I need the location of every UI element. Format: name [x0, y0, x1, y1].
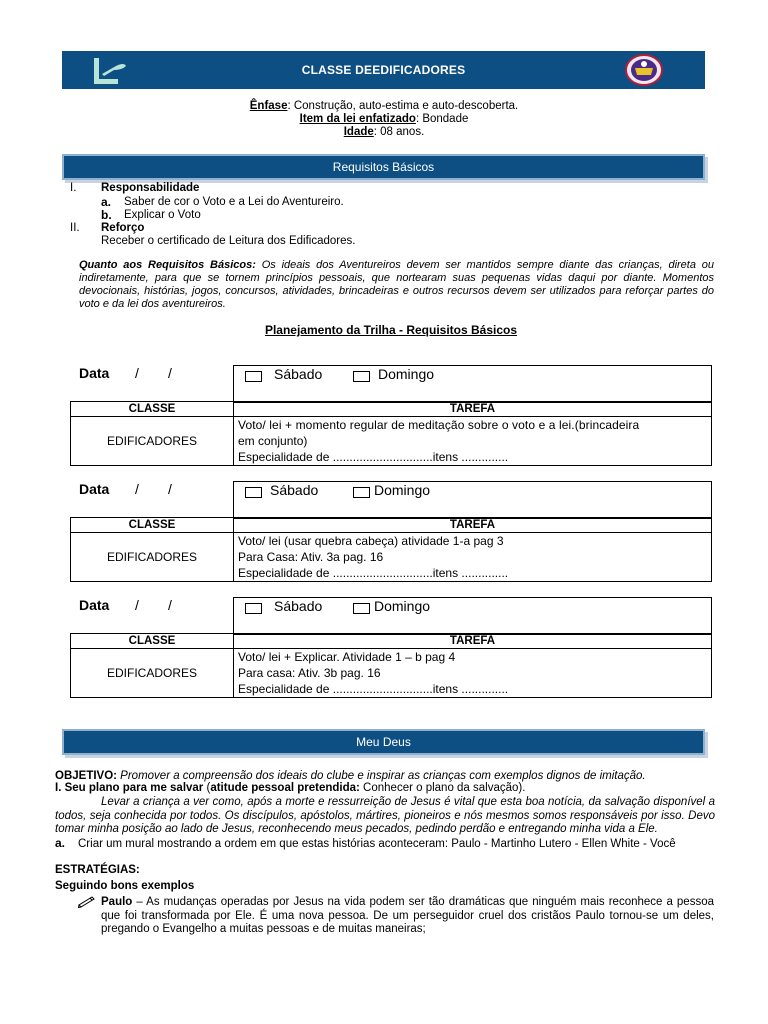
task-line: Voto/ lei + Explicar. Atividade 1 – b pag 4	[238, 650, 456, 664]
tarefa-cell	[234, 533, 712, 582]
section-bar-requisitos	[62, 154, 705, 180]
mural-text: Criar um mural mostrando a ordem em que estas histórias aconteceram: Paulo - Martinho Lutero - Ellen White - Você	[78, 838, 676, 850]
date-slash: /	[135, 481, 139, 497]
sabado-checkbox[interactable]	[245, 603, 262, 614]
domingo-label: Domingo	[374, 598, 431, 614]
item-title: Responsabilidade	[101, 182, 200, 194]
sub-label: a.	[101, 195, 112, 209]
domingo-checkbox[interactable]	[353, 603, 370, 614]
paulo-text: – As mudanças operadas por Jesus na vida podem ser tão dramáticas que ninguém mais reconhece a pessoa que foi transformada por Ele. É uma nova pessoa. De um perseguidor cruel dos cristãos Paulo tornou-se um deles, pregando o Evangelho a muitas pessoas e de muitas maneiras;	[101, 896, 714, 935]
adventurer-emblem-icon	[624, 53, 664, 87]
enfase-line	[0, 100, 768, 112]
idade-value: : 08 anos.	[373, 126, 425, 138]
task-line: Especialidade de ..............................itens ..............	[238, 566, 509, 580]
plano-line	[55, 782, 715, 796]
section-title: Meu Deus	[356, 735, 411, 749]
data-label: Data	[79, 365, 110, 381]
item-text: Receber o certificado de Leitura dos Edificadores.	[101, 235, 356, 247]
task-line: Para Casa: Ativ. 3a pag. 16	[238, 550, 384, 564]
sabado-label: Sábado	[274, 598, 323, 614]
day-box	[233, 481, 712, 519]
classe-cell: EDIFICADORES	[71, 649, 234, 698]
plano-attitude-label: atitude pessoal pretendida:	[210, 782, 360, 794]
col-header-classe: CLASSE	[71, 518, 234, 533]
item-title: Reforço	[101, 222, 145, 234]
data-label: Data	[79, 481, 110, 497]
sabado-label: Sábado	[274, 366, 323, 382]
sub-label: b.	[101, 208, 112, 222]
plano-rest: Conhecer o plano da salvação).	[359, 782, 526, 794]
domingo-checkbox[interactable]	[353, 487, 370, 498]
idade-line	[0, 126, 768, 138]
classe-cell: EDIFICADORES	[71, 417, 234, 466]
domingo-checkbox[interactable]	[353, 371, 370, 382]
seguindo-heading: Seguindo bons exemplos	[55, 880, 195, 892]
date-slash: /	[168, 597, 172, 613]
plano-paren: (	[203, 782, 211, 794]
classe-cell: EDIFICADORES	[71, 533, 234, 582]
data-label: Data	[79, 597, 110, 613]
task-line: Voto/ lei (usar quebra cabeça) atividade 1-a pag 3	[238, 534, 504, 548]
tarefa-cell	[234, 417, 712, 466]
sabado-label: Sábado	[270, 482, 319, 498]
sabado-checkbox[interactable]	[245, 371, 262, 382]
planejamento-title: Planejamento da Trilha - Requisitos Básicos	[264, 323, 518, 337]
col-header-tarefa: TAREFA	[234, 634, 712, 649]
domingo-label: Domingo	[374, 482, 431, 498]
task-line: em conjunto)	[238, 434, 308, 448]
quanto-label: Quanto aos Requisitos Básicos:	[79, 259, 256, 271]
section-bar-meu-deus	[62, 729, 705, 755]
day-box	[233, 365, 712, 403]
day-box	[233, 597, 712, 635]
header-bar	[62, 51, 705, 89]
enfase-label: Ênfase	[249, 100, 288, 112]
sabado-checkbox[interactable]	[245, 487, 262, 498]
section-title: Requisitos Básicos	[332, 160, 435, 174]
objetivo-text: Promover a compreensão dos ideais do clube e inspirar as crianças com exemplos dignos de imitação.	[116, 770, 646, 782]
planejamento-title-wrap	[0, 323, 768, 337]
sub-label: a.	[55, 836, 66, 850]
plano-paragraph: Levar a criança a ver como, após a morte e ressurreição de Jesus é vital que esta boa notícia, da salvação disponível a todos, seja conhecida por todos. Os discípulos, apóstolos, mártires, pioneiros e nós mesmos somos responsáveis por isso. Devo tomar minha posição ao lado de Jesus, reconhecendo meus pecados, pedindo perdão e entregando minha vida a Ele.	[55, 796, 715, 835]
date-slash: /	[135, 597, 139, 613]
page-title: CLASSE DEEDIFICADORES	[301, 63, 466, 77]
item-label: Item da lei enfatizado	[299, 113, 416, 125]
sub-text: Saber de cor o Voto e a Lei do Aventureiro.	[124, 196, 344, 208]
col-header-classe: CLASSE	[71, 402, 234, 417]
task-line: Especialidade de ..............................itens ..............	[238, 682, 509, 696]
col-header-tarefa: TAREFA	[234, 402, 712, 417]
plano-label: I. Seu plano para me salvar	[55, 782, 204, 794]
item-line	[0, 113, 768, 125]
estrategias-heading: ESTRATÉGIAS:	[55, 864, 140, 876]
task-table	[70, 517, 712, 582]
col-header-classe: CLASSE	[71, 634, 234, 649]
domingo-label: Domingo	[378, 366, 435, 382]
paulo-paragraph	[101, 896, 714, 937]
date-slash: /	[135, 365, 139, 381]
date-slash: /	[168, 481, 172, 497]
item-number: II.	[70, 222, 80, 234]
col-header-tarefa: TAREFA	[234, 518, 712, 533]
paulo-label: Paulo	[101, 896, 133, 908]
objetivo-label: OBJETIVO:	[55, 770, 117, 782]
quanto-text: Os ideais dos Aventureiros devem ser mantidos sempre diante das crianças, direta ou indiretamente, para que se tornem princípios pessoais, que nortearam suas pequenas vidas daqui por diante. Momentos devocionais, histórias, jogos, concursos, atividades, brincadeiras e outros recursos devem ser utilizados para reforçar partes do voto e da lei dos aventureiros.	[79, 259, 714, 310]
tarefa-cell	[234, 649, 712, 698]
task-table	[70, 633, 712, 698]
enfase-value: : Construção, auto-estima e auto-descoberta.	[287, 100, 519, 112]
date-slash: /	[168, 365, 172, 381]
task-line: Especialidade de ..............................itens ..............	[238, 450, 509, 464]
task-table	[70, 401, 712, 466]
item-value: : Bondade	[415, 113, 469, 125]
sub-text: Explicar o Voto	[124, 209, 201, 221]
pencil-icon	[78, 896, 96, 911]
quanto-paragraph	[79, 259, 714, 311]
task-line: Para casa: Ativ. 3b pag. 16	[238, 666, 381, 680]
item-number: I.	[70, 182, 77, 194]
task-line: Voto/ lei + momento regular de meditação sobre o voto e a lei.(brincadeira	[238, 418, 640, 432]
idade-label: Idade	[343, 126, 374, 138]
